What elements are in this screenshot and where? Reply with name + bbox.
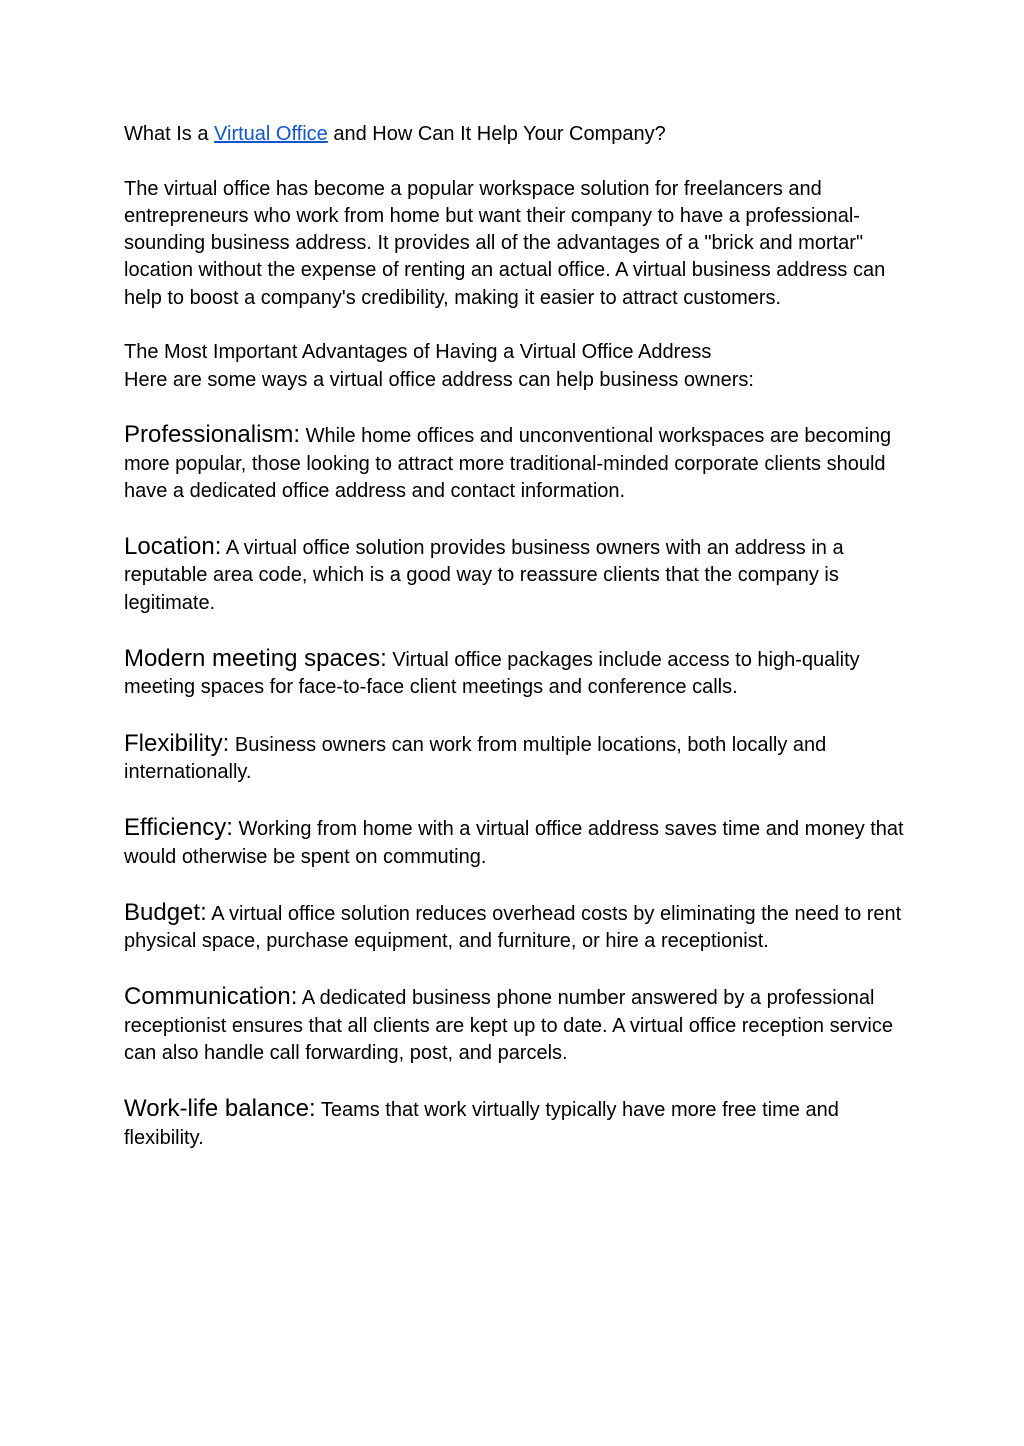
advantage-term: Location: (124, 533, 222, 561)
virtual-office-link[interactable]: Virtual Office (214, 123, 328, 145)
advantage-text: Teams that work virtually typically have more free time and flexibility. (124, 1099, 839, 1149)
advantage-text: A dedicated business phone number answered by a professional receptionist ensures that all clients are kept up to date. A virtual office reception service can also handle call forwarding, post, and parcels. (124, 987, 893, 1065)
advantage-text: Virtual office packages include access to high-quality meeting spaces for face-to-face client meetings and conference calls. (124, 649, 860, 699)
advantage-term: Flexibility: (124, 729, 230, 757)
advantage-budget (124, 899, 904, 956)
document-title (124, 121, 904, 148)
advantage-term: Budget: (124, 898, 207, 926)
section-lead: Here are some ways a virtual office address can help business owners: (124, 368, 754, 391)
advantage-text: Business owners can work from multiple locations, both locally and internationally. (124, 733, 827, 783)
advantage-term: Efficiency: (124, 814, 233, 842)
title-prefix: What Is a (124, 123, 215, 145)
title-suffix: and How Can It Help Your Company? (327, 123, 666, 145)
advantage-efficiency (124, 814, 904, 871)
advantage-location (124, 533, 904, 617)
document-page (124, 121, 904, 1180)
advantage-flexibility (124, 730, 904, 787)
advantage-text: A virtual office solution provides business owners with an address in a reputable area code, which is a good way to reassure clients that the company is legitimate. (124, 537, 844, 614)
advantage-term: Communication: (124, 983, 298, 1011)
intro-paragraph: The virtual office has become a popular workspace solution for freelancers and entrepreneurs who work from home but want their company to have a professional-sounding business address. It provides all of the advantages of a "brick and mortar" location without the expense of renting an actual office. A virtual business address can help to boost a company's credibility, making it easier to attract customers. (124, 177, 886, 309)
section-heading: The Most Important Advantages of Having a Virtual Office Address (124, 341, 712, 364)
advantage-professionalism (124, 421, 904, 505)
advantage-term: Professionalism: (124, 421, 301, 449)
advantage-term: Work-life balance: (124, 1095, 316, 1123)
advantage-text: Working from home with a virtual office address saves time and money that would otherwise be spent on commuting. (124, 818, 904, 868)
advantage-text: A virtual office solution reduces overhead costs by eliminating the need to rent physical space, purchase equipment, and furniture, or hire a receptionist. (124, 902, 902, 953)
advantage-communication (124, 983, 904, 1067)
advantage-term: Modern meeting spaces: (124, 645, 387, 673)
advantage-text: While home offices and unconventional workspaces are becoming more popular, those looking to attract more traditional-minded corporate clients should have a dedicated office address and contact information. (124, 425, 892, 502)
advantage-work-life-balance (124, 1095, 904, 1152)
advantage-meeting-spaces (124, 645, 904, 702)
